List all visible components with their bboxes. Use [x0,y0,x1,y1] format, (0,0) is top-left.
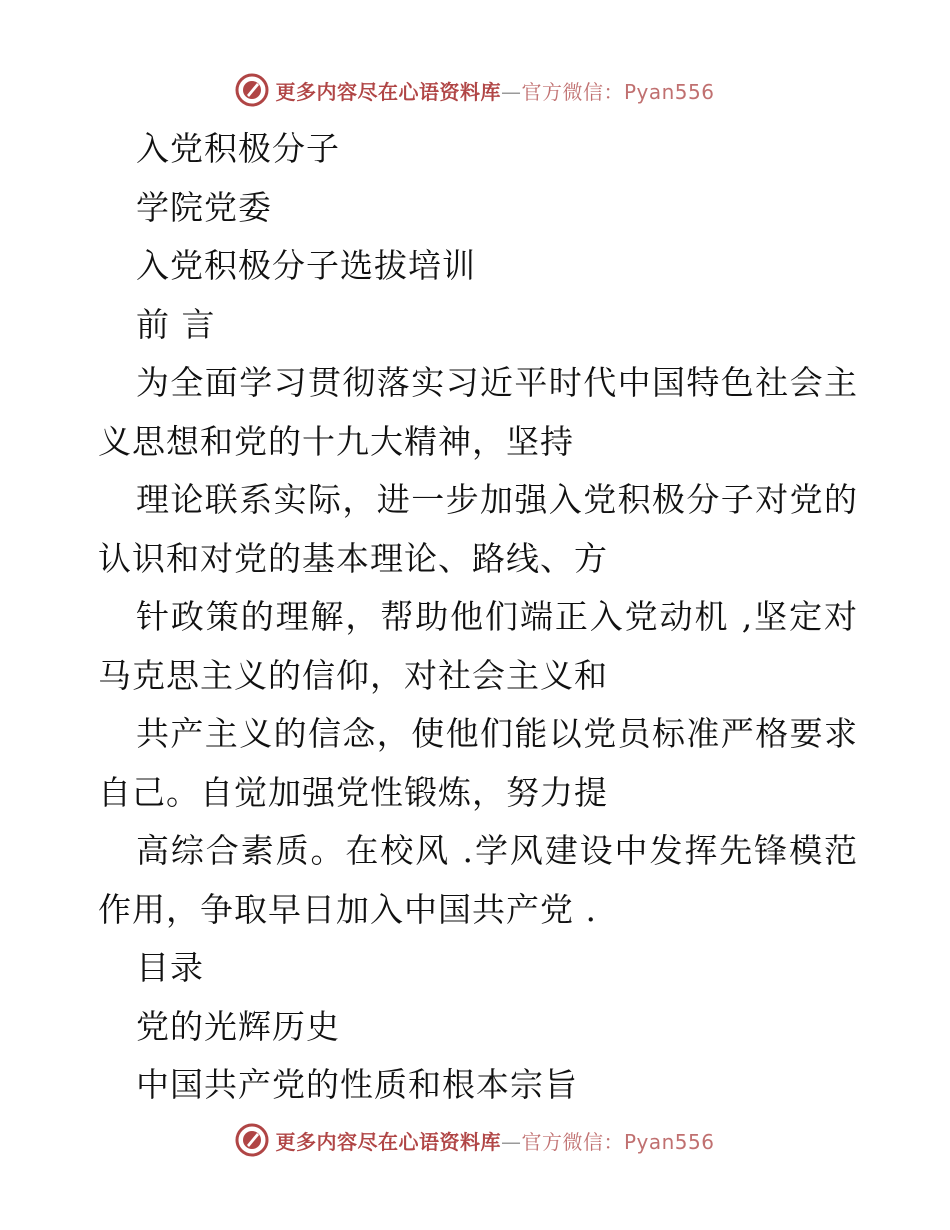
watermark-wechat: 官方微信：Pyan556 [521,79,715,104]
document-line: 义思想和党的十九大精神，坚持 [98,421,574,461]
watermark-text [275,76,714,105]
document-line: 共产主义的信念，使他们能以党员标准严格要求 [136,714,858,753]
footer-watermark [0,1120,950,1160]
document-line: 党的光辉历史 [136,1006,340,1046]
watermark-separator: — [500,1129,522,1154]
watermark-brand: 更多内容尽在心语资料库 [275,1129,501,1154]
document-line: 自己。自觉加强党性锻炼，努力提 [98,772,608,812]
document-line: 学院党委 [136,187,272,227]
document-line: 入党积极分子选拔培训 [136,246,476,285]
document-line: 前 言 [136,304,216,344]
document-body [98,120,858,1115]
document-line: 中国共产党的性质和根本宗旨 [136,1065,578,1104]
document-line: 作用，争取早日加入中国共产党 . [98,889,597,929]
document-line: 针政策的理解，帮助他们端正入党动机 ,坚定对 [136,597,858,636]
quill-seal-icon [235,1123,269,1157]
document-line: 为全面学习贯彻落实习近平时代中国特色社会主 [136,363,858,402]
document-line: 入党积极分子 [136,129,340,168]
watermark-text [275,1126,714,1155]
header-watermark [0,70,950,110]
watermark-separator: — [500,79,522,104]
watermark-wechat: 官方微信：Pyan556 [521,1129,715,1154]
document-line: 目录 [136,948,204,987]
watermark-brand: 更多内容尽在心语资料库 [275,79,501,104]
document-line: 高综合素质。在校风 .学风建设中发挥先锋模范 [136,831,858,870]
document-line: 理论联系实际，进一步加强入党积极分子对党的 [136,480,858,519]
document-line: 认识和对党的基本理论、路线、方 [98,538,608,578]
document-line: 马克思主义的信仰，对社会主义和 [98,655,608,695]
quill-seal-icon [235,73,269,107]
